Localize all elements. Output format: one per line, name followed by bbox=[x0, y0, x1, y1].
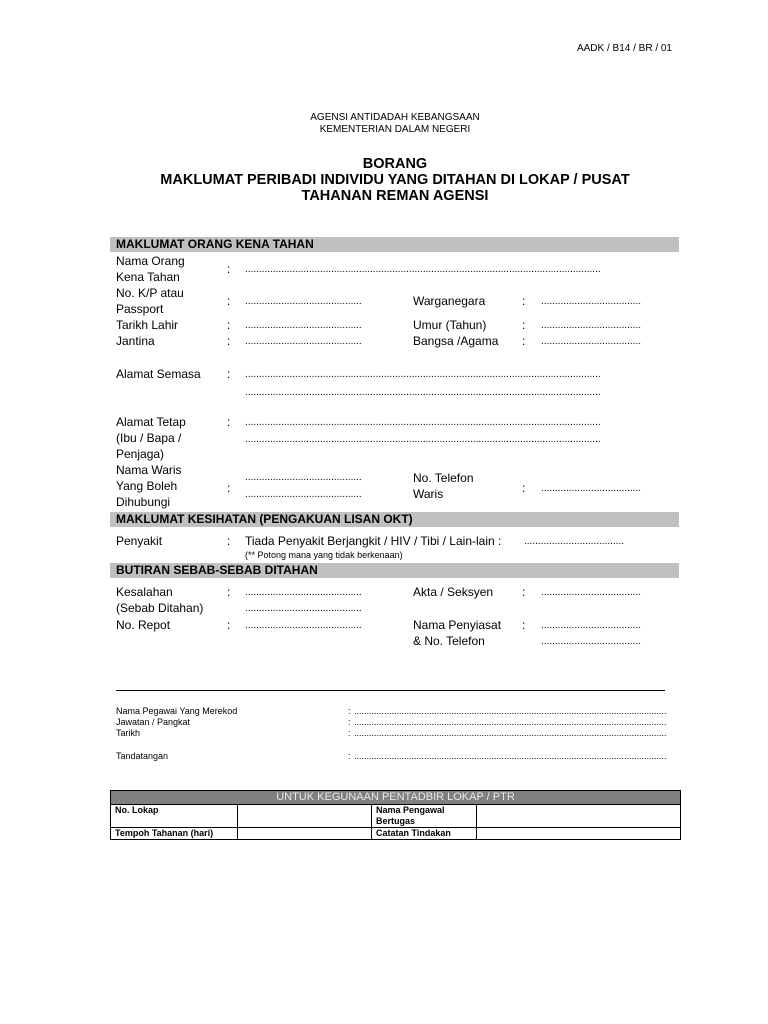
colon: : bbox=[227, 585, 231, 599]
field-nama-orang[interactable]: ................................................................................................................................ bbox=[245, 264, 601, 275]
colon: : bbox=[227, 262, 231, 276]
field-jawatan[interactable]: ............................................................................................................................. bbox=[354, 717, 667, 727]
field-telefon-waris[interactable]: .................................... bbox=[541, 483, 642, 494]
field-penyiasat-2[interactable]: .................................... bbox=[541, 636, 642, 647]
colon: : bbox=[522, 618, 526, 632]
field-umur[interactable]: .................................... bbox=[541, 320, 642, 331]
label-kesalahan: Kesalahan (Sebab Ditahan) bbox=[116, 585, 204, 615]
field-tarikh-lahir[interactable]: .......................................... bbox=[245, 320, 362, 331]
field-warganegara[interactable]: .................................... bbox=[541, 296, 642, 307]
label-alamat-tetap: Alamat Tetap (Ibu / Bapa / Penjaga) bbox=[116, 415, 186, 461]
label-telefon-waris: No. Telefon Waris bbox=[413, 471, 474, 501]
section-header-detainee: MAKLUMAT ORANG KENA TAHAN bbox=[110, 237, 679, 252]
ministry-name: KEMENTERIAN DALAM NEGERI bbox=[319, 124, 471, 135]
admin-label-tempoh: Tempoh Tahanan (hari) bbox=[111, 828, 238, 840]
field-kesalahan-2[interactable]: .......................................... bbox=[245, 603, 362, 614]
label-umur: Umur (Tahun) bbox=[413, 318, 487, 332]
form-title-line-2: MAKLUMAT PERIBADI INDIVIDU YANG DITAHAN DI LOKAP / PUSAT bbox=[160, 172, 630, 188]
field-kp[interactable]: .......................................... bbox=[245, 296, 362, 307]
section-header-detention-reasons: BUTIRAN SEBAB-SEBAB DITAHAN bbox=[110, 563, 679, 578]
field-penyakit-lain[interactable]: .................................... bbox=[524, 536, 625, 547]
field-bangsa-agama[interactable]: .................................... bbox=[541, 336, 642, 347]
admin-cell-tempoh[interactable] bbox=[238, 828, 372, 840]
label-nama-pegawai: Nama Pegawai Yang Merekod bbox=[116, 706, 238, 716]
field-nama-waris-1[interactable]: .......................................... bbox=[245, 472, 362, 483]
field-alamat-semasa-1[interactable]: ................................................................................................................................ bbox=[245, 369, 601, 380]
label-nama-waris: Nama Waris Yang Boleh Dihubungi bbox=[116, 463, 182, 509]
field-alamat-tetap-1[interactable]: ................................................................................................................................ bbox=[245, 417, 601, 428]
admin-table bbox=[110, 790, 681, 840]
field-akta-seksyen[interactable]: .................................... bbox=[541, 587, 642, 598]
label-no-repot: No. Repot bbox=[116, 618, 171, 632]
field-no-repot[interactable]: .......................................... bbox=[245, 620, 362, 631]
colon: : bbox=[227, 534, 231, 548]
admin-table-header: UNTUK KEGUNAAN PENTADBIR LOKAP / PTR bbox=[111, 791, 681, 805]
admin-cell-pengawal[interactable] bbox=[477, 805, 681, 828]
label-tarikh-lahir: Tarikh Lahir bbox=[116, 318, 179, 332]
colon: : bbox=[348, 751, 351, 761]
penyakit-note: (** Potong mana yang tidak berkenaan) bbox=[245, 550, 403, 560]
colon: : bbox=[522, 481, 526, 495]
field-tandatangan[interactable]: ............................................................................................................................. bbox=[354, 751, 667, 761]
field-alamat-semasa-2[interactable]: ................................................................................................................................ bbox=[245, 387, 601, 398]
admin-label-catatan: Catatan Tindakan bbox=[372, 828, 477, 840]
admin-label-lokap: No. Lokap bbox=[111, 805, 238, 828]
document-code: AADK / B14 / BR / 01 bbox=[576, 43, 672, 54]
label-jantina: Jantina bbox=[116, 334, 155, 348]
colon: : bbox=[227, 367, 231, 381]
field-alamat-tetap-2[interactable]: ................................................................................................................................ bbox=[245, 434, 601, 445]
colon: : bbox=[522, 334, 526, 348]
colon: : bbox=[522, 585, 526, 599]
form-title-line-3: TAHANAN REMAN AGENSI bbox=[301, 188, 489, 204]
section-header-health: MAKLUMAT KESIHATAN (PENGAKUAN LISAN OKT) bbox=[110, 512, 679, 527]
field-nama-pegawai[interactable]: ............................................................................................................................. bbox=[354, 706, 667, 716]
colon: : bbox=[227, 481, 231, 495]
label-penyiasat: Nama Penyiasat & No. Telefon bbox=[413, 618, 502, 648]
label-kp: No. K/P atau Passport bbox=[116, 286, 184, 316]
field-nama-waris-2[interactable]: .......................................... bbox=[245, 489, 362, 500]
form-title bbox=[0, 156, 768, 204]
admin-cell-catatan[interactable] bbox=[477, 828, 681, 840]
field-jantina[interactable]: .......................................... bbox=[245, 336, 362, 347]
colon: : bbox=[348, 717, 351, 727]
colon: : bbox=[227, 415, 231, 429]
label-tandatangan: Tandatangan bbox=[116, 751, 169, 761]
colon: : bbox=[227, 618, 231, 632]
colon: : bbox=[522, 318, 526, 332]
label-bangsa-agama: Bangsa /Agama bbox=[413, 334, 499, 348]
field-penyiasat-1[interactable]: .................................... bbox=[541, 620, 642, 631]
label-nama-orang: Nama Orang Kena Tahan bbox=[116, 254, 185, 284]
penyakit-options: Tiada Penyakit Berjangkit / HIV / Tibi / Lain-lain : bbox=[245, 534, 502, 548]
label-warganegara: Warganegara bbox=[413, 294, 486, 308]
label-alamat-semasa: Alamat Semasa bbox=[116, 367, 201, 381]
colon: : bbox=[227, 334, 231, 348]
colon: : bbox=[522, 294, 526, 308]
colon: : bbox=[227, 294, 231, 308]
admin-label-pengawal: Nama Pengawal Bertugas bbox=[372, 805, 477, 828]
agency-name: AGENSI ANTIDADAH KEBANGSAAN bbox=[310, 112, 480, 123]
colon: : bbox=[227, 318, 231, 332]
agency-header bbox=[0, 112, 768, 136]
field-tarikh[interactable]: ............................................................................................................................. bbox=[354, 728, 667, 738]
field-kesalahan-1[interactable]: .......................................... bbox=[245, 587, 362, 598]
colon: : bbox=[348, 706, 351, 716]
separator-line bbox=[116, 690, 665, 691]
form-title-line-1: BORANG bbox=[362, 156, 428, 172]
label-akta-seksyen: Akta / Seksyen bbox=[413, 585, 494, 599]
colon: : bbox=[348, 728, 351, 738]
label-penyakit: Penyakit bbox=[116, 534, 163, 548]
label-jawatan: Jawatan / Pangkat bbox=[116, 717, 191, 727]
label-tarikh: Tarikh bbox=[116, 728, 141, 738]
admin-cell-lokap[interactable] bbox=[238, 805, 372, 828]
